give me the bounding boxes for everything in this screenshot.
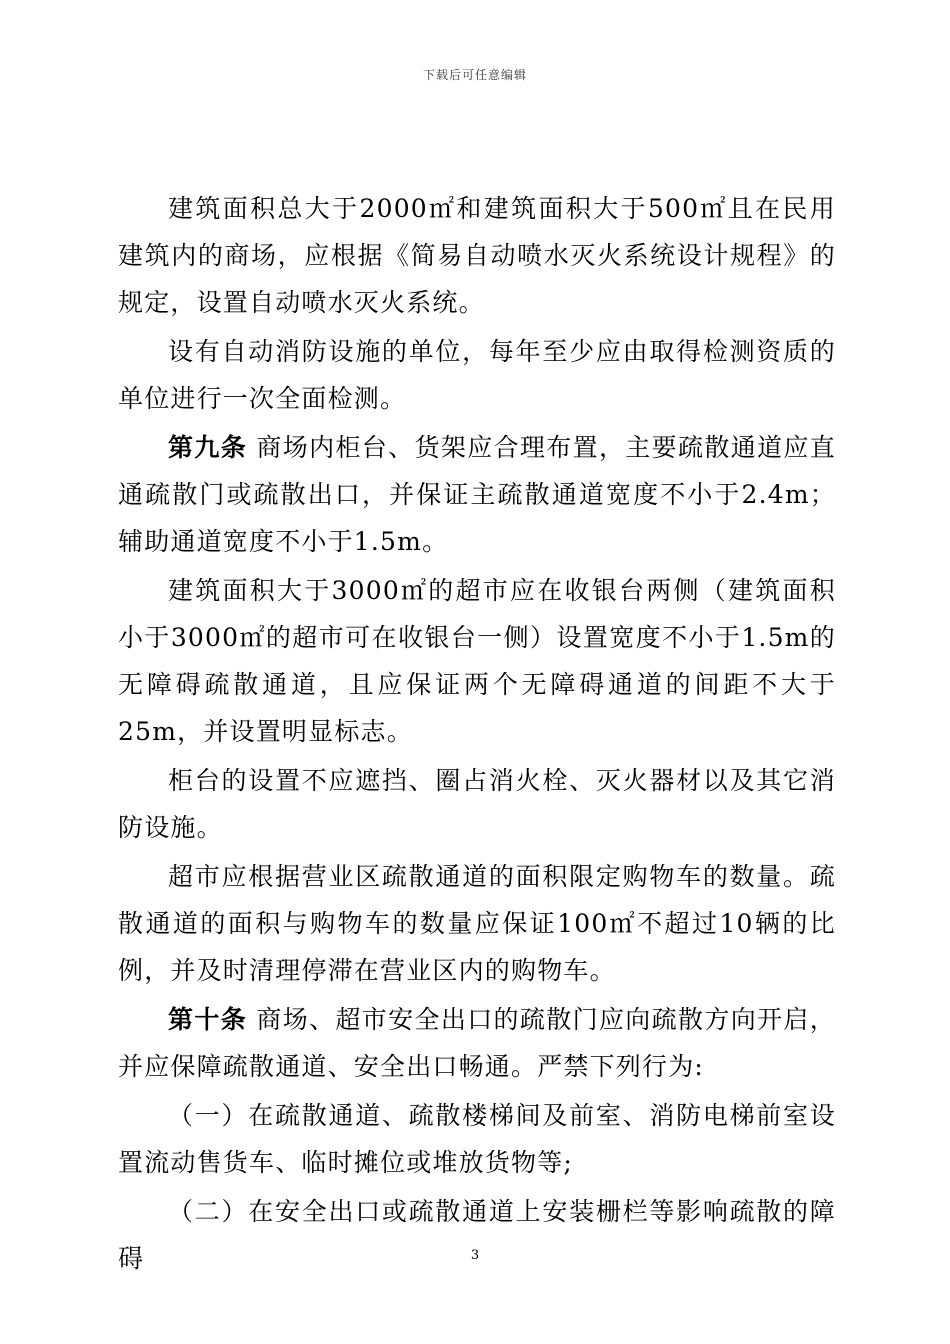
paragraph-text: 柜台的设置不应遮挡、圈占消火栓、灭火器材以及其它消防设施。 bbox=[118, 766, 836, 842]
paragraph-article-10 bbox=[118, 996, 836, 1090]
paragraph-text: 商场、超市安全出口的疏散门应向疏散方向开启，并应保障疏散通道、安全出口畅通。严禁下列行为: bbox=[118, 1005, 836, 1081]
paragraph-article-9 bbox=[118, 424, 836, 565]
page-header: 下载后可任意编辑 bbox=[422, 68, 527, 82]
paragraph-text: 建筑面积大于3000㎡的超市应在收银台两侧（建筑面积小于3000㎡的超市可在收银台一侧）设置宽度不小于1.5m的无障碍疏散通道，且应保证两个无障碍通道的间距不大于25m，并设置明显标志。 bbox=[118, 576, 836, 746]
paragraph-text: 超市应根据营业区疏散通道的面积限定购物车的数量。疏散通道的面积与购物车的数量应保证100㎡不超过10辆的比例，并及时清理停滞在营业区内的购物车。 bbox=[118, 862, 836, 985]
paragraph-text: 建筑面积总大于2000㎡和建筑面积大于500㎡且在民用建筑内的商场，应根据《简易自动喷水灭火系统设计规程》的规定，设置自动喷水灭火系统。 bbox=[118, 194, 836, 317]
document-body bbox=[118, 185, 836, 1284]
paragraph-6 bbox=[118, 853, 836, 994]
page-number: 3 bbox=[470, 1248, 480, 1263]
paragraph-5 bbox=[118, 757, 836, 851]
article-label: 第十条 bbox=[168, 1005, 248, 1034]
paragraph-text: 设有自动消防设施的单位，每年至少应由取得检测资质的单位进行一次全面检测。 bbox=[118, 337, 836, 413]
paragraph-text: （二）在安全出口或疏散通道上安装栅栏等影响疏散的障碍 bbox=[118, 1197, 836, 1273]
paragraph-item-2 bbox=[118, 1188, 836, 1282]
paragraph-text: （一）在疏散通道、疏散楼梯间及前室、消防电梯前室设置流动售货车、临时摊位或堆放货物等; bbox=[118, 1101, 836, 1177]
paragraph-4 bbox=[118, 567, 836, 755]
paragraph-text: 商场内柜台、货架应合理布置，主要疏散通道应直通疏散门或疏散出口，并保证主疏散通道宽度不小于2.4m；辅助通道宽度不小于1.5m。 bbox=[118, 433, 836, 556]
article-label: 第九条 bbox=[168, 433, 248, 462]
paragraph-1 bbox=[118, 185, 836, 326]
paragraph-item-1 bbox=[118, 1092, 836, 1186]
paragraph-2 bbox=[118, 328, 836, 422]
